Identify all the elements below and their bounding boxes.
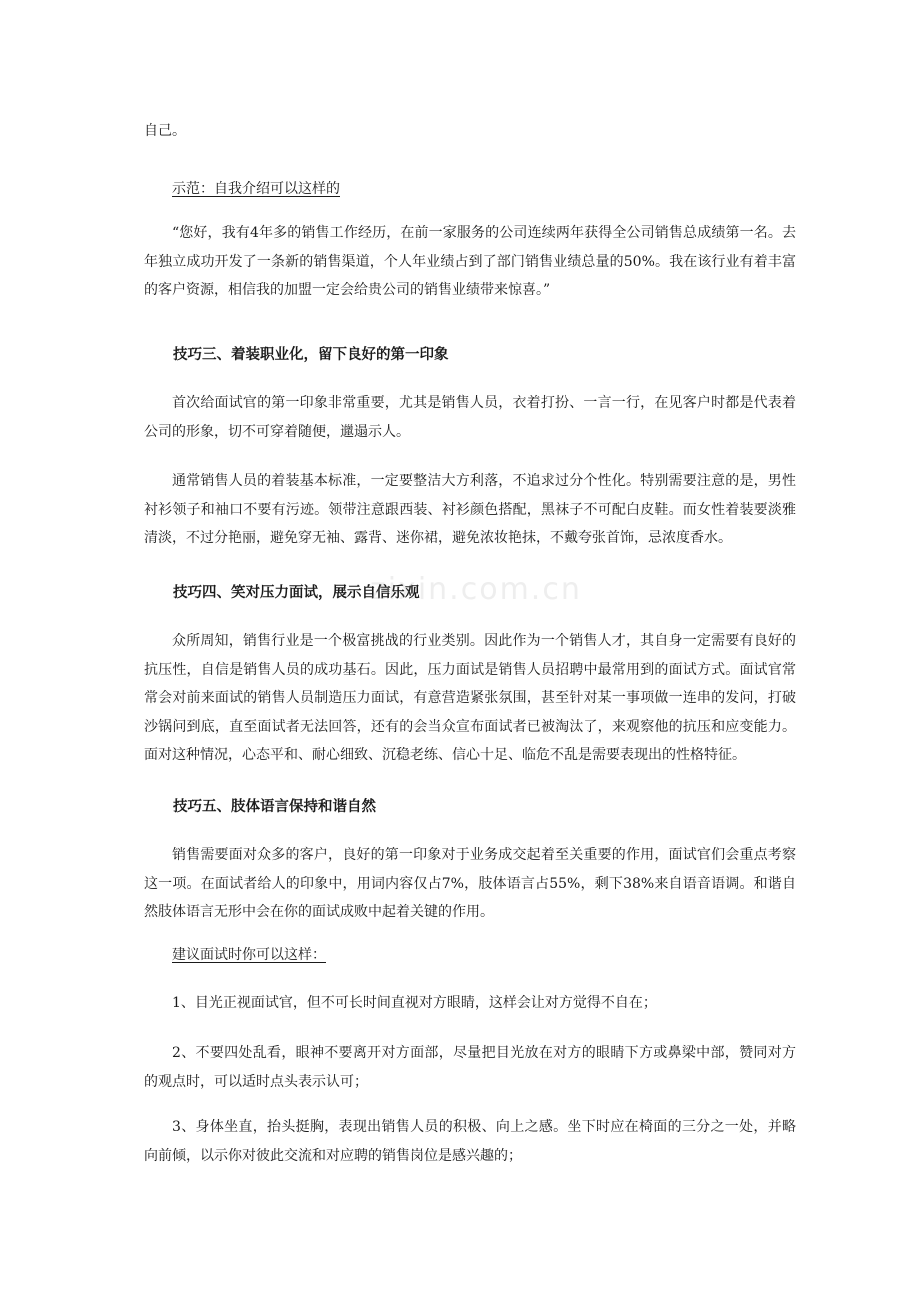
paragraph: 众所周知，销售行业是一个极富挑战的行业类别。因此作为一个销售人才，其自身一定需要有良好的抗压性，自信是销售人员的成功基石。因此，压力面试是销售人员招聘中最常用到的面试方式。面试官常常会对前来面试的销售人员制造压力面试，有意营造紧张氛围，甚至针对某一事项做一连串的发问，打破沙锅问到底，直至面试者无法回答，还有的会当众宣布面试者已被淘汰了，来观察他的抗压和应变能力。面对这种情况，心态平和、耐心细致、沉稳老练、信心十足、临危不乱是需要表现出的性格特征。 (144, 633, 796, 764)
section-heading: 技巧三、着装职业化，留下良好的第一印象 (173, 347, 449, 363)
section-heading: 技巧四、笑对压力面试，展示自信乐观 (173, 585, 420, 601)
watermark: zixin.com.cn (370, 572, 582, 607)
section-heading: 技巧五、肢体语言保持和谐自然 (173, 799, 376, 815)
paragraph: “您好，我有4年多的销售工作经历，在前一家服务的公司连续两年获得全公司销售总成绩第一名。去年独立成功开发了一条新的销售渠道，个人年业绩占到了部门销售业绩总量的50%。我在该行业有着丰富的客户资源，相信我的加盟一定会给贵公司的销售业绩带来惊喜。” (144, 225, 796, 299)
paragraph: 3、身体坐直，抬头挺胸，表现出销售人员的积极、向上之感。坐下时应在椅面的三分之一处，并略向前倾，以示你对彼此交流和对应聘的销售岗位是感兴趣的； (144, 1119, 796, 1164)
paragraph: 首次给面试官的第一印象非常重要，尤其是销售人员，衣着打扮、一言一行，在见客户时都是代表着公司的形象，切不可穿着随便，邋遢示人。 (144, 395, 796, 440)
underlined-subheading: 建议面试时你可以这样： (172, 947, 326, 963)
paragraph: 2、不要四处乱看，眼神不要离开对方面部，尽量把目光放在对方的眼睛下方或鼻梁中部，赞同对方的观点时，可以适时点头表示认可； (144, 1045, 796, 1090)
paragraph: 销售需要面对众多的客户，良好的第一印象对于业务成交起着至关重要的作用，面试官们会重点考察这一项。在面试者给人的印象中，用词内容仅占7%，肢体语言占55%，剩下38%来自语音语调。和谐自然肢体语言无形中会在你的面试成败中起着关键的作用。 (144, 847, 796, 921)
underlined-subheading: 示范：自我介绍可以这样的 (172, 181, 340, 197)
paragraph: 通常销售人员的着装基本标准，一定要整洁大方利落，不追求过分个性化。特别需要注意的是，男性衬衫领子和袖口不要有污迹。领带注意跟西装、衬衫颜色搭配，黑袜子不可配白皮鞋。而女性着装要淡雅清淡，不过分艳丽，避免穿无袖、露背、迷你裙，避免浓妆艳抹，不戴夸张首饰，忌浓度香水。 (144, 473, 796, 547)
paragraph: 1、目光正视面试官，但不可长时间直视对方眼睛，这样会让对方觉得不自在； (172, 995, 657, 1011)
paragraph: 自己。 (144, 123, 186, 139)
